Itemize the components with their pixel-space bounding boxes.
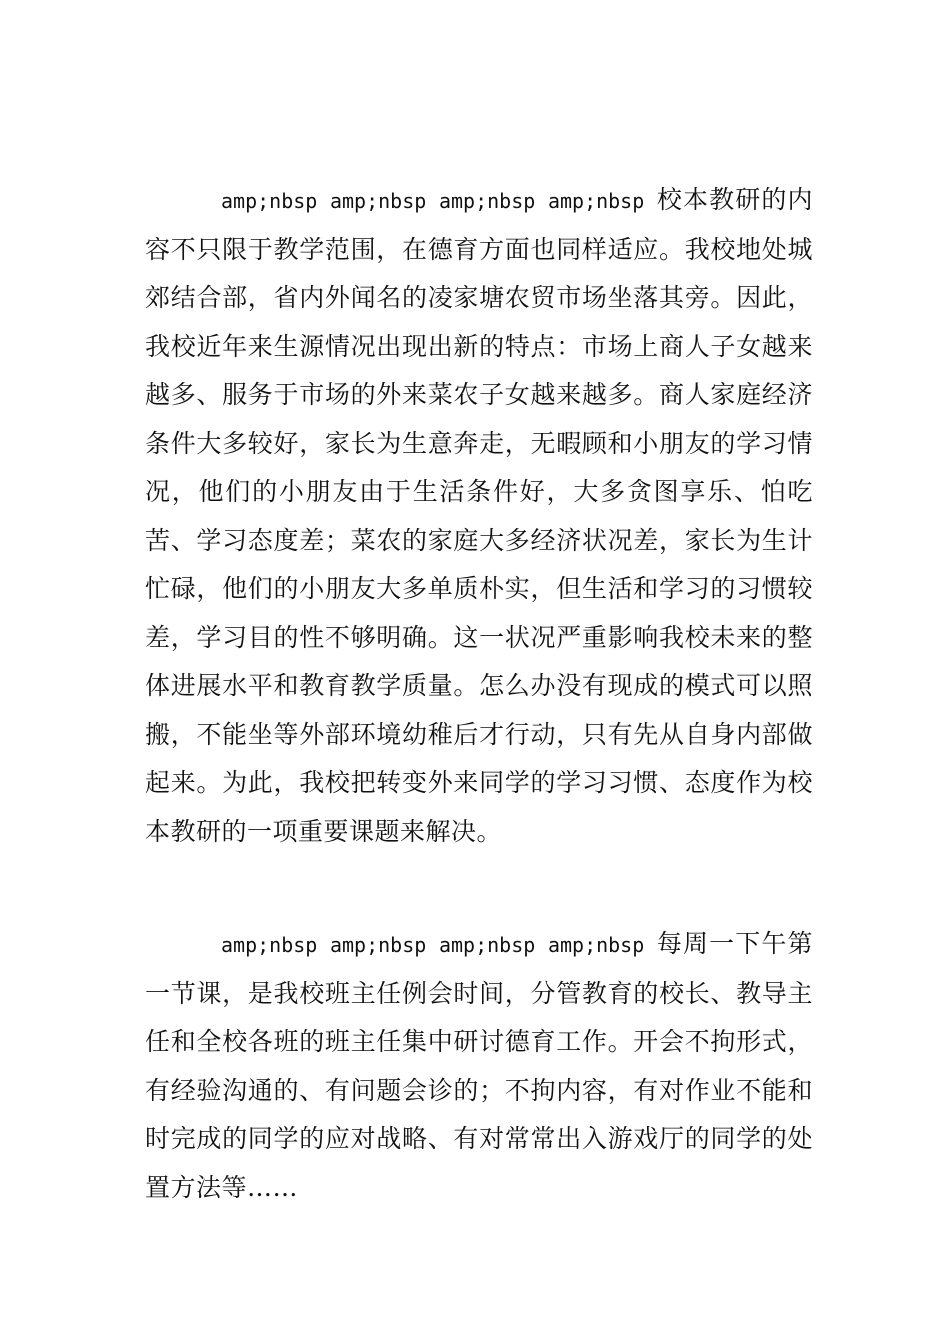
entity-prefix: amp;nbsp amp;nbsp amp;nbsp amp;nbsp xyxy=(221,933,657,957)
paragraph-text: 校本教研的内容不只限于教学范围，在德育方面也同样适应。我校地处城郊结合部，省内外闻名的凌家塘农贸市场坐落其旁。因此，我校近年来生源情况出现出新的特点：市场上商人子女越来越多、服务于市场的外来菜农子女越来越多。商人家庭经济条件大多较好，家长为生意奔走，无暇顾和小朋友的学习情况，他们的小朋友由于生活条件好，大多贪图享乐、怕吃苦、学习态度差；菜农的家庭大多经济状况差，家长为生计忙碌，他们的小朋友大多单质朴实，但生活和学习的习惯较差，学习目的性不够明确。这一状况严重影响我校未来的整体进展水平和教育教学质量。怎么办没有现成的模式可以照搬，不能坐等外部环境幼稚后才行动，只有先从自身内部做起来。为此，我校把转变外来同学的学习习惯、态度作为校本教研的一项重要课题来解决。 xyxy=(145,185,813,846)
entity-prefix: amp;nbsp amp;nbsp amp;nbsp amp;nbsp xyxy=(221,189,657,213)
paragraph-text: 每周一下午第一节课，是我校班主任例会时间，分管教育的校长、教导主任和全校各班的班主任集中研讨德育工作。开会不拘形式，有经验沟通的、有问题会诊的；不拘内容，有对作业不能和时完成的同学的应对战略、有对常常出入游戏厅的同学的处置方法等…… xyxy=(145,929,813,1202)
paragraph-weekly-meeting xyxy=(145,920,813,1212)
paragraph-school-research-moral-education xyxy=(145,176,813,856)
